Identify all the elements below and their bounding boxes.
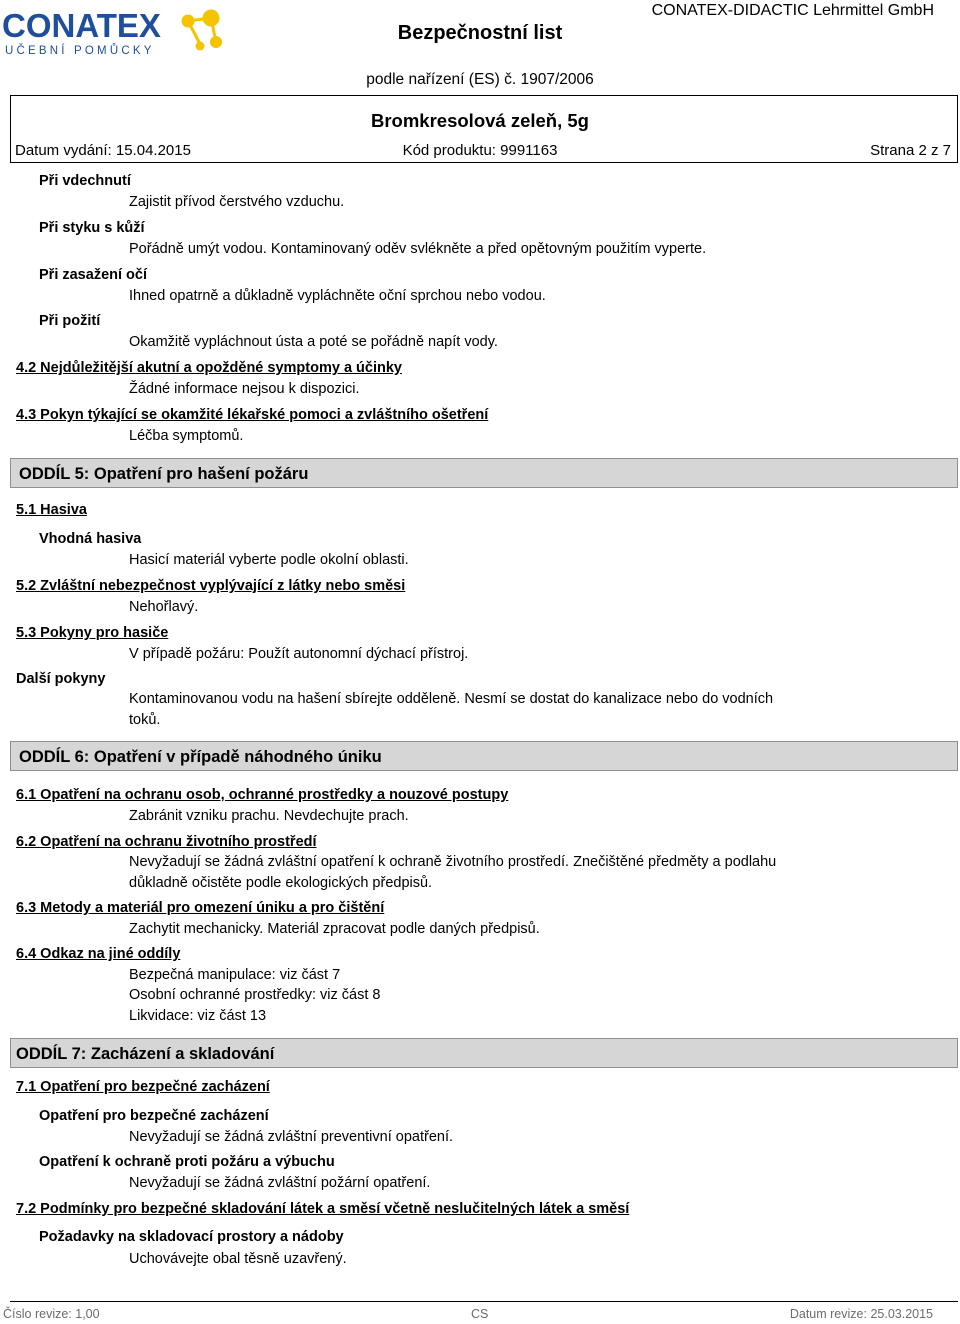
subsection-6-2-text-line2: důkladně očistěte podle ekologických předpisů. (129, 875, 433, 891)
subsection-7-1-heading: 7.1 Opatření pro bezpečné zacházení (16, 1079, 270, 1095)
eye-contact-text: Ihned opatrně a důkladně vypláchněte oční sprchou nebo vodou. (129, 288, 546, 304)
revision-date: Datum revize: 25.03.2015 (789, 1307, 933, 1321)
section-5-bar (10, 458, 958, 488)
further-info-text-line2: toků. (129, 712, 161, 728)
subsection-6-1-text: Zabránit vzniku prachu. Nevdechujte prach. (129, 808, 409, 824)
eye-contact-label: Při zasažení očí (39, 267, 147, 283)
section-6-bar (10, 741, 958, 771)
regulation-reference: podle nařízení (ES) č. 1907/2006 (366, 71, 594, 88)
subsection-4-2-heading: 4.2 Nejdůležitější akutní a opožděné symptomy a účinky (16, 360, 402, 376)
further-info-label: Další pokyny (16, 671, 106, 687)
skin-contact-label: Při styku s kůží (39, 220, 145, 236)
product-code: Kód produktu: 9991163 (402, 142, 558, 159)
subsection-5-2-heading: 5.2 Zvláštní nebezpečnost vyplývající z látky nebo směsi (16, 578, 406, 594)
subsection-5-3-heading: 5.3 Pokyny pro hasiče (16, 625, 169, 641)
subsection-6-4-text-line1: Bezpečná manipulace: viz část 7 (129, 967, 341, 983)
subsection-6-4-heading: 6.4 Odkaz na jiné oddíly (16, 946, 181, 962)
page-number: Strana 2 z 7 (870, 142, 951, 159)
product-name: Bromkresolová zeleň, 5g (371, 110, 589, 131)
subsection-6-3-heading: 6.3 Metody a materiál pro omezení úniku a pro čištění (16, 900, 385, 916)
ingestion-text: Okamžitě vypláchnout ústa a poté se pořádně napít vody. (129, 334, 498, 350)
suitable-media-label: Vhodná hasiva (39, 531, 142, 547)
suitable-media-text: Hasicí materiál vyberte podle okolní oblasti. (129, 552, 409, 568)
subsection-7-2-heading: 7.2 Podmínky pro bezpečné skladování látek a směsí včetně neslučitelných látek a směsí (16, 1201, 630, 1217)
subsection-5-2-text: Nehořlavý. (129, 599, 199, 615)
subsection-4-2-text: Žádné informace nejsou k dispozici. (129, 381, 360, 397)
subsection-6-4-text-line3: Likvidace: viz část 13 (129, 1008, 267, 1024)
company-name: CONATEX-DIDACTIC Lehrmittel GmbH (651, 2, 934, 19)
section-6-title: ODDÍL 6: Opatření v případě náhodného úniku (19, 748, 382, 766)
inhalation-text: Zajistit přívod čerstvého vzduchu. (129, 194, 345, 210)
subsection-6-4-text-line2: Osobní ochranné prostředky: viz část 8 (129, 987, 381, 1003)
svg-text:CONATEX: CONATEX (2, 7, 161, 44)
footer-divider (10, 1301, 958, 1302)
subsection-6-1-heading: 6.1 Opatření na ochranu osob, ochranné prostředky a nouzové postupy (16, 787, 509, 803)
inhalation-label: Při vdechnutí (39, 173, 131, 189)
language-code: CS (471, 1307, 489, 1321)
ingestion-label: Při požití (39, 313, 101, 329)
storage-requirements-label: Požadavky na skladovací prostory a nádoby (39, 1229, 344, 1245)
issue-date: Datum vydání: 15.04.2015 (15, 142, 191, 159)
subsection-4-3-text: Léčba symptomů. (129, 428, 244, 444)
section-5-title: ODDÍL 5: Opatření pro hašení požáru (19, 465, 309, 483)
fire-protection-label: Opatření k ochraně proti požáru a výbuchu (39, 1154, 335, 1170)
svg-text:UČEBNÍ POMŮCKY: UČEBNÍ POMŮCKY (5, 45, 155, 57)
revision-number: Číslo revize: 1,00 (3, 1307, 100, 1321)
safe-handling-text: Nevyžadují se žádná zvláštní preventivní opatření. (129, 1129, 454, 1145)
fire-protection-text: Nevyžadují se žádná zvláštní požární opatření. (129, 1175, 431, 1191)
subsection-6-3-text: Zachytit mechanicky. Materiál zpracovat podle daných předpisů. (129, 921, 540, 937)
skin-contact-text: Pořádně umýt vodou. Kontaminovaný oděv svlékněte a před opětovným použitím vyperte. (129, 241, 707, 257)
subsection-5-1-heading: 5.1 Hasiva (16, 502, 87, 518)
section-7-title: ODDÍL 7: Zacházení a skladování (16, 1045, 275, 1063)
subsection-4-3-heading: 4.3 Pokyn týkající se okamžité lékařské pomoci a zvláštního ošetření (16, 407, 489, 423)
document-title: Bezpečnostní list (397, 22, 563, 44)
section-7-bar (10, 1038, 958, 1068)
further-info-text-line1: Kontaminovanou vodu na hašení sbírejte odděleně. Nesmí se dostat do kanalizace nebo do vodních (129, 691, 774, 707)
subsection-6-2-text-line1: Nevyžadují se žádná zvláštní opatření k ochraně životního prostředí. Znečištěné předměty a podlahu (129, 854, 777, 870)
subsection-5-3-text: V případě požáru: Použít autonomní dýchací přístroj. (129, 646, 469, 662)
storage-requirements-text: Uchovávejte obal těsně uzavřený. (129, 1251, 347, 1267)
subsection-6-2-heading: 6.2 Opatření na ochranu životního prostředí (16, 834, 317, 850)
safe-handling-label: Opatření pro bezpečné zacházení (39, 1108, 269, 1124)
